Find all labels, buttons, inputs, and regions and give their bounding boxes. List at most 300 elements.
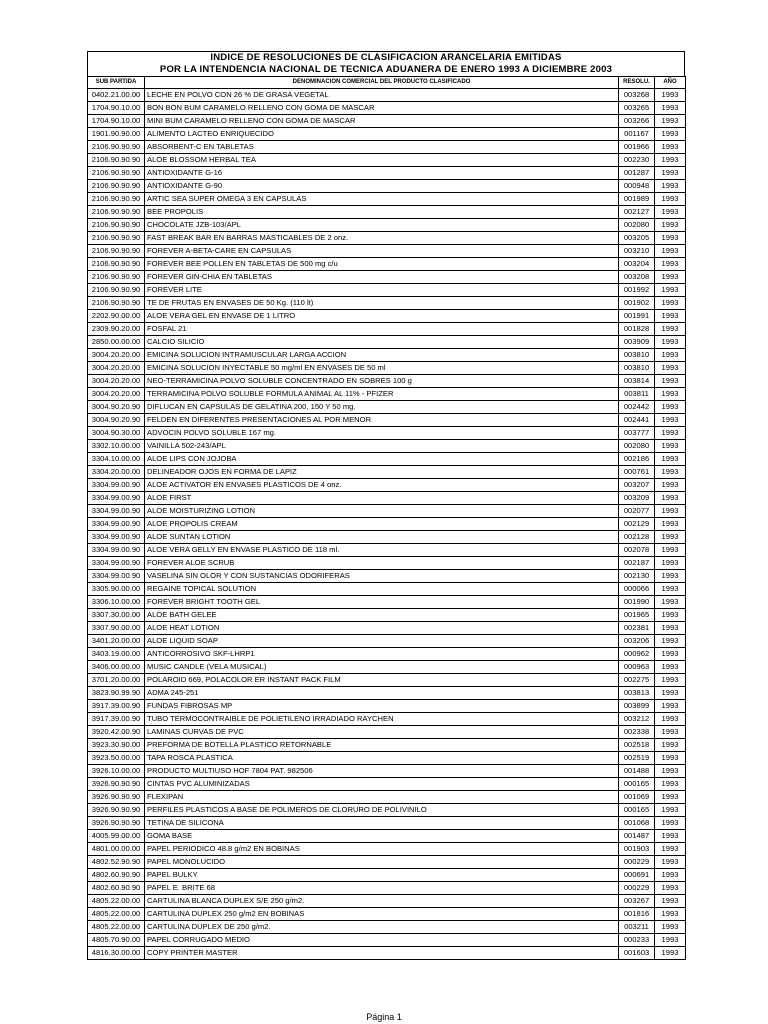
cell-sub-partida: 0402.21.00.00 <box>88 89 145 102</box>
cell-anio: 1993 <box>655 713 686 726</box>
cell-denominacion: LECHE EN POLVO CON 26 % DE GRASA VEGETAL <box>145 89 619 102</box>
cell-sub-partida: 3304.99.00.90 <box>88 544 145 557</box>
cell-resolucion: 003265 <box>619 102 655 115</box>
cell-denominacion: DIFLUCAN EN CAPSULAS DE GELATINA 200, 150 Y 50 mg. <box>145 401 619 414</box>
cell-denominacion: CHOCOLATE JZB-103/APL <box>145 219 619 232</box>
cell-denominacion: LAMINAS CURVAS DE PVC <box>145 726 619 739</box>
cell-resolucion: 001966 <box>619 141 655 154</box>
table-row <box>88 414 686 427</box>
cell-resolucion: 002127 <box>619 206 655 219</box>
cell-resolucion: 001068 <box>619 817 655 830</box>
table-row <box>88 167 686 180</box>
cell-sub-partida: 4805.22.00.00 <box>88 908 145 921</box>
cell-anio: 1993 <box>655 570 686 583</box>
cell-anio: 1993 <box>655 440 686 453</box>
cell-resolucion: 002275 <box>619 674 655 687</box>
cell-denominacion: FOREVER BEE POLLEN EN TABLETAS DE 500 mg c/u <box>145 258 619 271</box>
cell-denominacion: ANTIOXIDANTE G-16 <box>145 167 619 180</box>
cell-denominacion: ALOE ACTIVATOR EN ENVASES PLASTICOS DE 4 onz. <box>145 479 619 492</box>
cell-sub-partida: 3302.10.00.00 <box>88 440 145 453</box>
cell-denominacion: MUSIC CANDLE (VELA MUSICAL) <box>145 661 619 674</box>
cell-anio: 1993 <box>655 596 686 609</box>
cell-anio: 1993 <box>655 934 686 947</box>
table-row <box>88 765 686 778</box>
table-body <box>88 89 686 960</box>
cell-anio: 1993 <box>655 830 686 843</box>
cell-anio: 1993 <box>655 375 686 388</box>
cell-sub-partida: 3004.20.20.00 <box>88 349 145 362</box>
cell-denominacion: ALOE HEAT LOTION <box>145 622 619 635</box>
cell-anio: 1993 <box>655 401 686 414</box>
column-header-resolucion: RESOLU. <box>619 77 655 89</box>
cell-sub-partida: 4802.52.90.90 <box>88 856 145 869</box>
table-row <box>88 648 686 661</box>
table-row <box>88 193 686 206</box>
cell-denominacion: ALIMENTO LACTEO ENRIQUECIDO <box>145 128 619 141</box>
cell-sub-partida: 1704.90.10.00 <box>88 115 145 128</box>
cell-anio: 1993 <box>655 518 686 531</box>
table-row <box>88 609 686 622</box>
cell-sub-partida: 3403.19.00.00 <box>88 648 145 661</box>
cell-resolucion: 000761 <box>619 466 655 479</box>
table-row <box>88 297 686 310</box>
cell-denominacion: TUBO TERMOCONTRAIBLE DE POLIETILENO IRRADIADO RAYCHEN <box>145 713 619 726</box>
cell-anio: 1993 <box>655 882 686 895</box>
cell-denominacion: ANTICORROSIVO SKF-LHRP1 <box>145 648 619 661</box>
cell-denominacion: FELDEN EN DIFERENTES PRESENTACIONES AL POR MENOR <box>145 414 619 427</box>
table-row <box>88 661 686 674</box>
cell-sub-partida: 4805.70.90.00 <box>88 934 145 947</box>
cell-resolucion: 000691 <box>619 869 655 882</box>
cell-resolucion: 000165 <box>619 778 655 791</box>
cell-sub-partida: 3004.90.20.90 <box>88 401 145 414</box>
cell-sub-partida: 2106.90.90.90 <box>88 232 145 245</box>
cell-resolucion: 001603 <box>619 947 655 960</box>
cell-resolucion: 001991 <box>619 310 655 323</box>
cell-sub-partida: 2106.90.90.90 <box>88 271 145 284</box>
cell-anio: 1993 <box>655 271 686 284</box>
document-sheet <box>87 51 685 960</box>
cell-sub-partida: 3923.30.90.00 <box>88 739 145 752</box>
cell-denominacion: FOREVER A-BETA-CARE EN CAPSULAS <box>145 245 619 258</box>
cell-resolucion: 003909 <box>619 336 655 349</box>
cell-resolucion: 003267 <box>619 895 655 908</box>
cell-resolucion: 001287 <box>619 167 655 180</box>
cell-denominacion: ALOE BATH GELEE <box>145 609 619 622</box>
cell-sub-partida: 3406.00.00.00 <box>88 661 145 674</box>
cell-resolucion: 000165 <box>619 804 655 817</box>
table-row <box>88 115 686 128</box>
table-row <box>88 102 686 115</box>
cell-anio: 1993 <box>655 453 686 466</box>
table-row <box>88 700 686 713</box>
cell-anio: 1993 <box>655 661 686 674</box>
table-row <box>88 713 686 726</box>
cell-anio: 1993 <box>655 180 686 193</box>
cell-anio: 1993 <box>655 128 686 141</box>
cell-anio: 1993 <box>655 765 686 778</box>
cell-anio: 1993 <box>655 414 686 427</box>
table-row <box>88 596 686 609</box>
cell-anio: 1993 <box>655 102 686 115</box>
table-row <box>88 219 686 232</box>
table-row <box>88 89 686 102</box>
table-row <box>88 375 686 388</box>
cell-resolucion: 003206 <box>619 635 655 648</box>
cell-anio: 1993 <box>655 349 686 362</box>
cell-resolucion: 002080 <box>619 219 655 232</box>
title-line-2: POR LA INTENDENCIA NACIONAL DE TECNICA ADUANERA DE ENERO 1993 A DICIEMBRE 2003 <box>159 64 613 75</box>
cell-sub-partida: 2106.90.90.90 <box>88 219 145 232</box>
cell-anio: 1993 <box>655 310 686 323</box>
cell-resolucion: 002519 <box>619 752 655 765</box>
cell-resolucion: 002442 <box>619 401 655 414</box>
cell-sub-partida: 2850.00.00.00 <box>88 336 145 349</box>
table-row <box>88 492 686 505</box>
table-row <box>88 271 686 284</box>
cell-anio: 1993 <box>655 817 686 830</box>
cell-denominacion: BEE PROPOLIS <box>145 206 619 219</box>
table-row <box>88 427 686 440</box>
cell-denominacion: FOSFAL 21 <box>145 323 619 336</box>
cell-anio: 1993 <box>655 557 686 570</box>
cell-resolucion: 002381 <box>619 622 655 635</box>
table-row <box>88 895 686 908</box>
page-number: Página 1 <box>366 1012 402 1022</box>
cell-resolucion: 000963 <box>619 661 655 674</box>
cell-resolucion: 000066 <box>619 583 655 596</box>
cell-sub-partida: 2106.90.90.90 <box>88 258 145 271</box>
cell-denominacion: DELINEADOR OJOS EN FORMA DE LAPIZ <box>145 466 619 479</box>
cell-resolucion: 000229 <box>619 882 655 895</box>
cell-resolucion: 003205 <box>619 232 655 245</box>
table-row <box>88 583 686 596</box>
cell-denominacion: ADMA 245-251 <box>145 687 619 700</box>
cell-denominacion: TAPA ROSCA PLASTICA <box>145 752 619 765</box>
table-header-row <box>88 77 686 89</box>
table-row <box>88 388 686 401</box>
cell-sub-partida: 4005.99.00.00 <box>88 830 145 843</box>
cell-denominacion: TERRAMICINA POLVO SOLUBLE FORMULA ANIMAL AL 11% - PFIZER <box>145 388 619 401</box>
cell-sub-partida: 3304.99.00.90 <box>88 518 145 531</box>
cell-resolucion: 000948 <box>619 180 655 193</box>
cell-denominacion: ALOE SUNTAN LOTION <box>145 531 619 544</box>
cell-anio: 1993 <box>655 856 686 869</box>
cell-anio: 1993 <box>655 154 686 167</box>
cell-resolucion: 002338 <box>619 726 655 739</box>
cell-anio: 1993 <box>655 726 686 739</box>
cell-resolucion: 001167 <box>619 128 655 141</box>
cell-denominacion: TETINA DE SILICONA <box>145 817 619 830</box>
cell-sub-partida: 3004.20.20.00 <box>88 375 145 388</box>
cell-denominacion: PREFORMA DE BOTELLA PLASTICO RETORNABLE <box>145 739 619 752</box>
cell-sub-partida: 3926.90.90.90 <box>88 817 145 830</box>
cell-resolucion: 002129 <box>619 518 655 531</box>
cell-denominacion: PRODUCTO MULTIUSO HOF 7804 PAT. 982506 <box>145 765 619 778</box>
document-title <box>87 51 685 76</box>
cell-denominacion: CARTULINA DUPLEX DE 250 g/m2. <box>145 921 619 934</box>
cell-resolucion: 001902 <box>619 297 655 310</box>
table-row <box>88 466 686 479</box>
cell-sub-partida: 2106.90.90.90 <box>88 180 145 193</box>
cell-denominacion: FUNDAS FIBROSAS MP <box>145 700 619 713</box>
cell-sub-partida: 3926.90.90.90 <box>88 791 145 804</box>
cell-resolucion: 003810 <box>619 349 655 362</box>
cell-anio: 1993 <box>655 609 686 622</box>
cell-sub-partida: 4802.60.90.90 <box>88 882 145 895</box>
cell-sub-partida: 4802.60.90.90 <box>88 869 145 882</box>
cell-sub-partida: 3926.90.90.90 <box>88 778 145 791</box>
table-row <box>88 908 686 921</box>
table-row <box>88 128 686 141</box>
cell-sub-partida: 2202.90.00.00 <box>88 310 145 323</box>
cell-anio: 1993 <box>655 206 686 219</box>
cell-denominacion: EMICINA SOLUCION INYECTABLE 50 mg/ml EN ENVASES DE 50 ml <box>145 362 619 375</box>
cell-resolucion: 003204 <box>619 258 655 271</box>
cell-denominacion: GOMA BASE <box>145 830 619 843</box>
cell-anio: 1993 <box>655 232 686 245</box>
cell-denominacion: ANTIOXIDANTE G-90 <box>145 180 619 193</box>
classification-table <box>87 76 686 960</box>
table-row <box>88 284 686 297</box>
table-row <box>88 804 686 817</box>
cell-sub-partida: 3401.20.00.00 <box>88 635 145 648</box>
cell-resolucion: 000233 <box>619 934 655 947</box>
cell-sub-partida: 3306.10.00.00 <box>88 596 145 609</box>
cell-sub-partida: 3004.90.20.90 <box>88 414 145 427</box>
cell-sub-partida: 3304.99.00.90 <box>88 570 145 583</box>
cell-resolucion: 000962 <box>619 648 655 661</box>
cell-denominacion: FOREVER BRIGHT TOOTH GEL <box>145 596 619 609</box>
cell-denominacion: CALCIO SILICIO <box>145 336 619 349</box>
cell-resolucion: 002186 <box>619 453 655 466</box>
cell-resolucion: 002130 <box>619 570 655 583</box>
cell-resolucion: 003212 <box>619 713 655 726</box>
cell-anio: 1993 <box>655 336 686 349</box>
cell-sub-partida: 3304.99.00.90 <box>88 492 145 505</box>
cell-sub-partida: 3823.90.99.90 <box>88 687 145 700</box>
table-row <box>88 843 686 856</box>
table-row <box>88 258 686 271</box>
cell-denominacion: PAPEL E. BRITE 68 <box>145 882 619 895</box>
table-row <box>88 323 686 336</box>
cell-anio: 1993 <box>655 505 686 518</box>
table-row <box>88 440 686 453</box>
cell-resolucion: 003209 <box>619 492 655 505</box>
cell-sub-partida: 2106.90.90.90 <box>88 154 145 167</box>
cell-anio: 1993 <box>655 258 686 271</box>
cell-denominacion: CARTULINA BLANCA DUPLEX S/E 250 g/m2. <box>145 895 619 908</box>
cell-sub-partida: 3917.39.00.90 <box>88 700 145 713</box>
cell-resolucion: 002077 <box>619 505 655 518</box>
cell-resolucion: 002078 <box>619 544 655 557</box>
cell-resolucion: 002080 <box>619 440 655 453</box>
cell-resolucion: 002518 <box>619 739 655 752</box>
table-row <box>88 232 686 245</box>
cell-resolucion: 003210 <box>619 245 655 258</box>
cell-denominacion: ALOE FIRST <box>145 492 619 505</box>
cell-sub-partida: 3304.99.00.90 <box>88 479 145 492</box>
table-row <box>88 934 686 947</box>
cell-denominacion: PERFILES PLASTICOS A BASE DE POLIMEROS DE CLORURO DE POLIVINILO <box>145 804 619 817</box>
cell-denominacion: ALOE BLOSSOM HERBAL TEA <box>145 154 619 167</box>
cell-denominacion: VASELINA SIN OLOR Y CON SUSTANCIAS ODORIFERAS <box>145 570 619 583</box>
cell-denominacion: ALOE VERA GELLY EN ENVASE PLASTICO DE 118 ml. <box>145 544 619 557</box>
cell-denominacion: PAPEL CORRUGADO MEDIO <box>145 934 619 947</box>
cell-resolucion: 003777 <box>619 427 655 440</box>
cell-anio: 1993 <box>655 531 686 544</box>
cell-resolucion: 001816 <box>619 908 655 921</box>
cell-anio: 1993 <box>655 687 686 700</box>
cell-anio: 1993 <box>655 583 686 596</box>
cell-sub-partida: 2106.90.90.90 <box>88 167 145 180</box>
cell-denominacion: ALOE LIPS CON JOJOBA <box>145 453 619 466</box>
cell-resolucion: 003811 <box>619 388 655 401</box>
cell-resolucion: 001069 <box>619 791 655 804</box>
cell-resolucion: 001990 <box>619 596 655 609</box>
cell-anio: 1993 <box>655 219 686 232</box>
column-header-denominacion: DENOMINACION COMERCIAL DEL PRODUCTO CLASIFICADO <box>145 77 619 89</box>
cell-resolucion: 001965 <box>619 609 655 622</box>
cell-anio: 1993 <box>655 739 686 752</box>
cell-denominacion: TE DE FRUTAS EN ENVASES DE 50 Kg. (110 lt) <box>145 297 619 310</box>
cell-sub-partida: 3004.20.20.00 <box>88 362 145 375</box>
table-row <box>88 674 686 687</box>
cell-denominacion: FLEXIPAN <box>145 791 619 804</box>
cell-denominacion: EMICINA SOLUCION INTRAMUSCULAR LARGA ACCION <box>145 349 619 362</box>
cell-denominacion: ALOE MOISTURIZING LOTION <box>145 505 619 518</box>
table-row <box>88 245 686 258</box>
cell-anio: 1993 <box>655 869 686 882</box>
cell-resolucion: 003266 <box>619 115 655 128</box>
cell-resolucion: 003207 <box>619 479 655 492</box>
cell-anio: 1993 <box>655 752 686 765</box>
table-row <box>88 635 686 648</box>
cell-sub-partida: 2106.90.90.90 <box>88 284 145 297</box>
table-row <box>88 154 686 167</box>
table-row <box>88 947 686 960</box>
cell-sub-partida: 3307.90.00.00 <box>88 622 145 635</box>
cell-sub-partida: 3920.42.00.90 <box>88 726 145 739</box>
cell-denominacion: FOREVER GIN-CHIA EN TABLETAS <box>145 271 619 284</box>
table-row <box>88 856 686 869</box>
cell-denominacion: ALOE VERA GEL EN ENVASE DE 1 LITRO <box>145 310 619 323</box>
cell-sub-partida: 3304.99.00.90 <box>88 557 145 570</box>
cell-anio: 1993 <box>655 479 686 492</box>
cell-resolucion: 001989 <box>619 193 655 206</box>
cell-anio: 1993 <box>655 635 686 648</box>
cell-sub-partida: 2106.90.90.90 <box>88 193 145 206</box>
cell-resolucion: 001488 <box>619 765 655 778</box>
cell-denominacion: ALOE PROPOLIS CREAM <box>145 518 619 531</box>
cell-anio: 1993 <box>655 323 686 336</box>
cell-resolucion: 000229 <box>619 856 655 869</box>
cell-resolucion: 002230 <box>619 154 655 167</box>
cell-anio: 1993 <box>655 674 686 687</box>
cell-resolucion: 002441 <box>619 414 655 427</box>
cell-resolucion: 003810 <box>619 362 655 375</box>
cell-denominacion: PAPEL PERIODICO 48.8 g/m2 EN BOBINAS <box>145 843 619 856</box>
table-row <box>88 453 686 466</box>
cell-sub-partida: 3004.20.20.00 <box>88 388 145 401</box>
table-row <box>88 726 686 739</box>
cell-sub-partida: 4805.22.00.00 <box>88 921 145 934</box>
cell-resolucion: 003814 <box>619 375 655 388</box>
cell-anio: 1993 <box>655 388 686 401</box>
cell-sub-partida: 3004.90.30.00 <box>88 427 145 440</box>
cell-sub-partida: 3305.90.00.00 <box>88 583 145 596</box>
cell-anio: 1993 <box>655 141 686 154</box>
cell-anio: 1993 <box>655 284 686 297</box>
cell-anio: 1993 <box>655 622 686 635</box>
table-row <box>88 752 686 765</box>
cell-resolucion: 003208 <box>619 271 655 284</box>
table-row <box>88 921 686 934</box>
cell-anio: 1993 <box>655 947 686 960</box>
table-row <box>88 518 686 531</box>
cell-sub-partida: 3701.20.00.00 <box>88 674 145 687</box>
table-row <box>88 531 686 544</box>
cell-anio: 1993 <box>655 921 686 934</box>
table-row <box>88 141 686 154</box>
cell-denominacion: PAPEL BULKY <box>145 869 619 882</box>
table-row <box>88 180 686 193</box>
cell-sub-partida: 2106.90.90.90 <box>88 245 145 258</box>
cell-anio: 1993 <box>655 791 686 804</box>
cell-sub-partida: 1704.90.10.00 <box>88 102 145 115</box>
table-row <box>88 206 686 219</box>
cell-denominacion: FAST BREAK BAR EN BARRAS MASTICABLES DE 2 onz. <box>145 232 619 245</box>
cell-sub-partida: 1901.90.90.00 <box>88 128 145 141</box>
cell-denominacion: NEO-TERRAMICINA POLVO SOLUBLE CONCENTRADO EN SOBRES 100 g <box>145 375 619 388</box>
cell-denominacion: BON BON BUM CARAMELO RELLENO CON GOMA DE MASCAR <box>145 102 619 115</box>
table-row <box>88 336 686 349</box>
cell-denominacion: CARTULINA DUPLEX 250 g/m2 EN BOBINAS <box>145 908 619 921</box>
cell-sub-partida: 3926.90.90.90 <box>88 804 145 817</box>
table-row <box>88 817 686 830</box>
cell-sub-partida: 3923.50.00.00 <box>88 752 145 765</box>
cell-anio: 1993 <box>655 245 686 258</box>
cell-sub-partida: 4801.00.00.00 <box>88 843 145 856</box>
cell-sub-partida: 4816.30.00.00 <box>88 947 145 960</box>
cell-anio: 1993 <box>655 427 686 440</box>
column-header-anio: AÑO <box>655 77 686 89</box>
cell-anio: 1993 <box>655 804 686 817</box>
cell-sub-partida: 3304.20.00.00 <box>88 466 145 479</box>
cell-anio: 1993 <box>655 700 686 713</box>
table-row <box>88 401 686 414</box>
cell-sub-partida: 3304.99.00.90 <box>88 531 145 544</box>
title-line-1: INDICE DE RESOLUCIONES DE CLASIFICACION ARANCELARIA EMITIDAS <box>210 52 562 63</box>
cell-sub-partida: 3307.30.00.00 <box>88 609 145 622</box>
cell-denominacion: MINI BUM CARAMELO RELLENO CON GOMA DE MASCAR <box>145 115 619 128</box>
table-row <box>88 544 686 557</box>
cell-denominacion: REGAINE TOPICAL SOLUTION <box>145 583 619 596</box>
cell-denominacion: ALOE LIQUID SOAP <box>145 635 619 648</box>
table-row <box>88 778 686 791</box>
table-row <box>88 505 686 518</box>
cell-denominacion: FOREVER ALOE SCRUB <box>145 557 619 570</box>
cell-denominacion: CINTAS PVC ALUMINIZADAS <box>145 778 619 791</box>
cell-anio: 1993 <box>655 466 686 479</box>
cell-denominacion: ABSORBENT-C EN TABLETAS <box>145 141 619 154</box>
table-row <box>88 882 686 895</box>
table-row <box>88 869 686 882</box>
cell-resolucion: 003211 <box>619 921 655 934</box>
cell-sub-partida: 2106.90.90.90 <box>88 297 145 310</box>
cell-resolucion: 002128 <box>619 531 655 544</box>
cell-resolucion: 002187 <box>619 557 655 570</box>
